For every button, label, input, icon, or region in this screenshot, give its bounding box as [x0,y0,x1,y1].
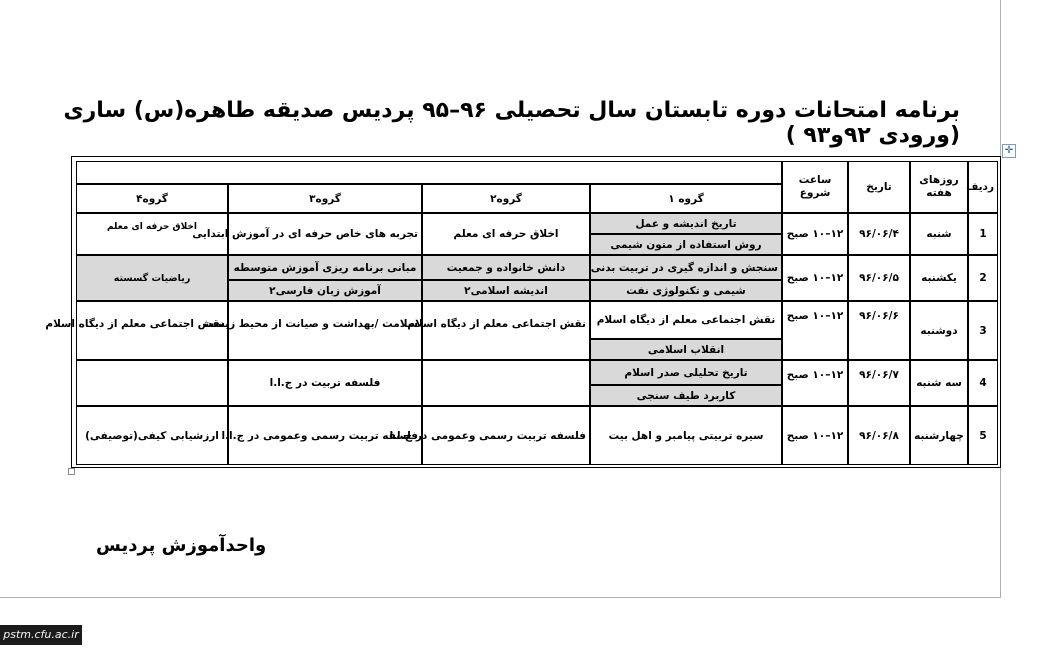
group2-course: اخلاق حرفه ای معلم [422,213,590,255]
group4-course: ریاضیات گسسته [76,255,228,301]
group3-course: سلامت /بهداشت و صیانت از محیط زیست [228,301,422,360]
row-date: ۹۶/۰۶/۸ [848,406,910,465]
group1-course: کاربرد طیف سنجی [590,385,782,406]
group4-course: ارزشیابی کیفی(توصیفی) [76,406,228,465]
row-number: 3 [968,301,998,360]
row-number: 2 [968,255,998,301]
document-title: برنامه امتحانات دوره تابستان سال تحصیلی ۹۶–۹۵ پردیس صدیقه طاهره(س) ساری (ورودی ۹۲و۹۳ ) [63,98,960,148]
group3-course: فلسفه تربیت در ج.ا.ا [228,360,422,406]
row-number: 4 [968,360,998,406]
exam-schedule-table [45,161,998,465]
group4-course: نقش اجتماعی معلم از دیگاه اسلام [76,301,228,360]
group3-course: آموزش زبان فارسی۲ [228,280,422,301]
header-row-top [76,161,998,184]
row-time: ۱۲–۱۰ صبح [782,301,848,360]
table-move-handle-icon[interactable]: ✛ [1002,144,1016,158]
group4-course: اخلاق حرفه ای معلم [76,213,228,255]
row-date: ۹۶/۰۶/۶ [848,301,910,360]
row-day: یکشنبه [910,255,968,301]
group1-course: انقلاب اسلامی [590,339,782,360]
header-days: روزهای هفته [910,161,968,213]
group3-course: فلسفه تربیت رسمی وعمومی در ج.ا.ا [228,406,422,465]
group1-course: نقش اجتماعی معلم از دیگاه اسلام [590,301,782,339]
group2-course: اندیشه اسلامی۲ [422,280,590,301]
group1-course: تاریخ اندیشه و عمل [590,213,782,234]
group3-course: تجربه های خاص حرفه ای در آموزش ابتدایی [228,213,422,255]
group3-course: مبانی برنامه ریزی آموزش متوسطه [228,255,422,280]
row-day: سه شنبه [910,360,968,406]
group2-course: نقش اجتماعی معلم از دیگاه اسلام [422,301,590,360]
row-day: دوشنبه [910,301,968,360]
page-border-bottom [0,597,1001,598]
header-group-2: گروه۲ [422,184,590,213]
row-number: 5 [968,406,998,465]
group1-course: سیره تربیتی پیامبر و اهل بیت [590,406,782,465]
table-row [76,406,998,465]
header-group-4: گروه۴ [76,184,228,213]
row-time: ۱۲–۱۰ صبح [782,360,848,406]
group1-course: شیمی و تکنولوژی نفت [590,280,782,301]
row-time: ۱۲–۱۰ صبح [782,213,848,255]
row-date: ۹۶/۰۶/۷ [848,360,910,406]
site-watermark: pstm.cfu.ac.ir [0,625,82,645]
row-day: چهارشنبه [910,406,968,465]
header-blank-span [76,161,782,184]
group1-course: سنجش و اندازه گیری در تربیت بدنی [590,255,782,280]
row-time: ۱۲–۱۰ صبح [782,255,848,301]
group1-course: تاریخ تحلیلی صدر اسلام [590,360,782,385]
table-resize-handle[interactable] [68,468,75,475]
header-start-time: ساعت شروع [782,161,848,213]
header-radif: ردیف [968,161,998,213]
group2-course: دانش خانواده و جمعیت [422,255,590,280]
row-date: ۹۶/۰۶/۵ [848,255,910,301]
group2-course [422,360,590,406]
row-number: 1 [968,213,998,255]
row-date: ۹۶/۰۶/۴ [848,213,910,255]
schedule-table-frame [45,156,1001,468]
row-day: شنبه [910,213,968,255]
group4-course [76,360,228,406]
table-row [76,213,998,234]
group2-course: فلسفه تربیت رسمی وعمومی در ج.ا.ا [422,406,590,465]
header-group-1: گروه ۱ [590,184,782,213]
row-time: ۱۲–۱۰ صبح [782,406,848,465]
footer-signature: واحدآموزش پردیس [96,535,267,556]
header-date: تاریخ [848,161,910,213]
table-row [76,301,998,339]
table-row [76,360,998,385]
table-row [76,255,998,280]
group1-course: روش استفاده از متون شیمی [590,234,782,255]
header-group-3: گروه۳ [228,184,422,213]
